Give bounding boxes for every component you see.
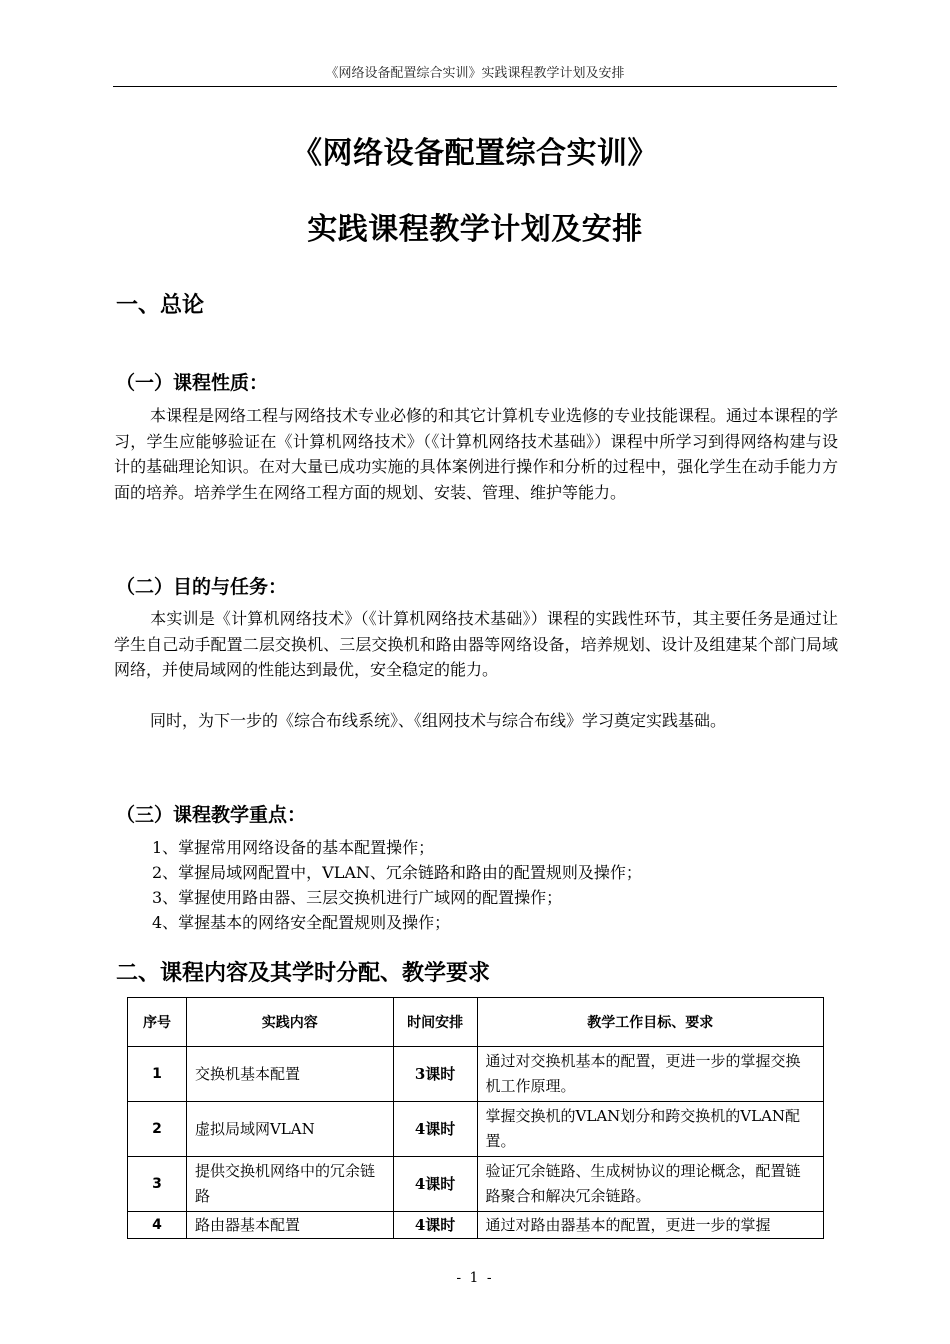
cell-goal: 通过对路由器基本的配置，更进一步的掌握	[477, 1212, 823, 1239]
table-header-row	[128, 998, 824, 1047]
column-header-number: 序号	[128, 998, 187, 1047]
paragraph-goals-followup	[114, 708, 838, 734]
cell-content: 路由器基本配置	[186, 1212, 393, 1239]
cell-time: 3课时	[393, 1047, 477, 1102]
subheading-goals: （二）目的与任务：	[116, 576, 288, 598]
page-number: - 1 -	[456, 1270, 494, 1286]
table-row	[128, 1047, 824, 1102]
cell-number: 3	[128, 1157, 187, 1212]
paragraph-goals-followup-text: 同时，为下一步的《综合布线系统》、《组网技术与综合布线》学习奠定实践基础。	[150, 711, 727, 730]
cell-goal: 通过对交换机基本的配置，更进一步的掌握交换机工作原理。	[477, 1047, 823, 1102]
cell-content: 交换机基本配置	[186, 1047, 393, 1102]
header-rule	[113, 86, 837, 87]
list-item: 4、掌握基本的网络安全配置规则及操作；	[152, 913, 451, 932]
paragraph-course-nature	[114, 403, 838, 505]
list-item: 3、掌握使用路由器、三层交换机进行广域网的配置操作；	[152, 888, 563, 907]
document-title-line2: 实践课程教学计划及安排	[307, 212, 643, 247]
subheading-course-nature: （一）课程性质：	[116, 372, 269, 394]
list-item: 1、掌握常用网络设备的基本配置操作；	[152, 838, 435, 857]
cell-goal: 掌握交换机的VLAN划分和跨交换机的VLAN配置。	[477, 1102, 823, 1157]
cell-time: 4课时	[393, 1212, 477, 1239]
column-header-content: 实践内容	[186, 998, 393, 1047]
cell-goal: 验证冗余链路、生成树协议的理论概念，配置链路聚合和解决冗余链路。	[477, 1157, 823, 1212]
section-heading-content: 二、课程内容及其学时分配、教学要求	[116, 961, 491, 986]
table-row	[128, 1157, 824, 1212]
table-row	[128, 1102, 824, 1157]
cell-number: 1	[128, 1047, 187, 1102]
subheading-teaching-focus: （三）课程教学重点：	[116, 804, 307, 826]
paragraph-goals-text: 本实训是《计算机网络技术》（《计算机网络技术基础》）课程的实践性环节，其主要任务是通过让学生自己动手配置二层交换机、三层交换机和路由器等网络设备，培养规划、设计及组建某个部门局域网络，并使局域网的性能达到最优，安全稳定的能力。	[114, 609, 838, 679]
document-title-line1: 《网络设备配置综合实训》	[292, 136, 658, 171]
table-row	[128, 1212, 824, 1239]
section-heading-overview: 一、总论	[116, 293, 205, 318]
cell-content: 虚拟局域网VLAN	[186, 1102, 393, 1157]
course-schedule-table	[127, 997, 824, 1239]
paragraph-goals	[114, 606, 838, 683]
column-header-time: 时间安排	[393, 998, 477, 1047]
cell-time: 4课时	[393, 1102, 477, 1157]
cell-content: 提供交换机网络中的冗余链路	[186, 1157, 393, 1212]
cell-time: 4课时	[393, 1157, 477, 1212]
cell-number: 2	[128, 1102, 187, 1157]
teaching-focus-list	[114, 835, 838, 935]
cell-number: 4	[128, 1212, 187, 1239]
paragraph-course-nature-text: 本课程是网络工程与网络技术专业必修的和其它计算机专业选修的专业技能课程。通过本课程的学习，学生应能够验证在《计算机网络技术》（《计算机网络技术基础》）课程中所学习到得网络构建与设计的基础理论知识。在对大量已成功实施的具体案例进行操作和分析的过程中，强化学生在动手能力方面的培养。培养学生在网络工程方面的规划、安装、管理、维护等能力。	[114, 406, 839, 502]
column-header-goal: 教学工作目标、要求	[477, 998, 823, 1047]
running-header: 《网络设备配置综合实训》实践课程教学计划及安排	[325, 66, 625, 81]
list-item: 2、掌握局域网配置中，VLAN、冗余链路和路由的配置规则及操作；	[152, 863, 642, 882]
